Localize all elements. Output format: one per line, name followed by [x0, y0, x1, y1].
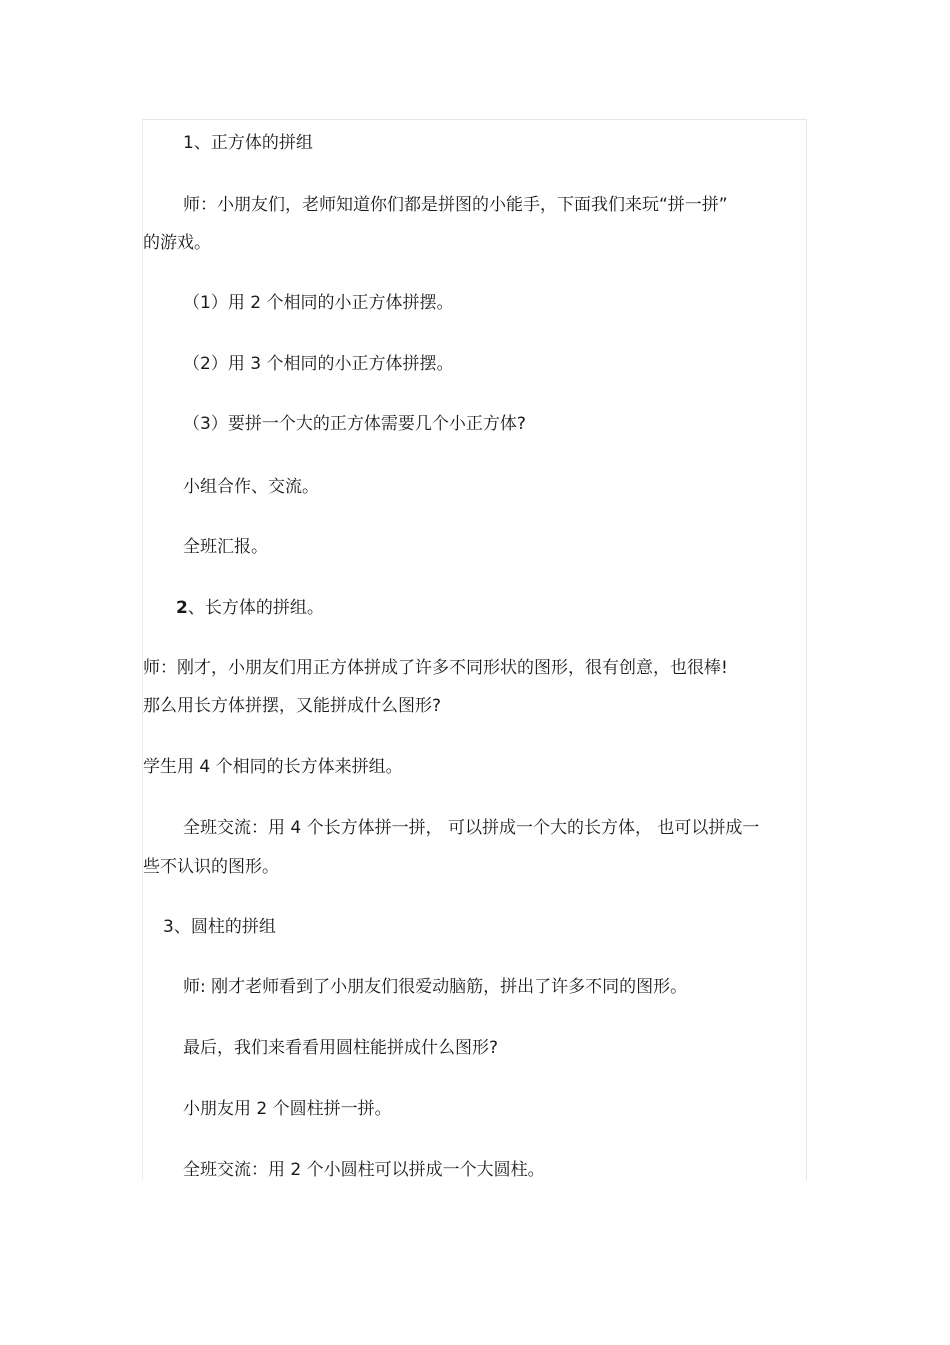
cube-step-1: （1）用 2 个相同的小正方体拼摆。 — [183, 293, 454, 313]
section-title: 、长方体的拼组。 — [187, 598, 324, 618]
section-heading-cuboid — [176, 598, 324, 618]
cylinder-student-line: 小朋友用 2 个圆柱拼一拼。 — [183, 1099, 392, 1119]
cylinder-exchange-line: 全班交流：用 2 个小圆柱可以拼成一个大圆柱。 — [183, 1160, 545, 1180]
section-number: 2 — [176, 598, 188, 618]
cylinder-teacher-line-1: 师: 刚才老师看到了小朋友们很爱动脑筋，拼出了许多不同的图形。 — [183, 977, 688, 997]
cuboid-exchange-line-2: 些不认识的图形。 — [143, 857, 279, 877]
group-work-line: 小组合作、交流。 — [183, 477, 319, 497]
section-heading-cube: 1、正方体的拼组 — [183, 133, 313, 153]
cuboid-teacher-line-2: 那么用长方体拼摆，又能拼成什么图形? — [143, 696, 442, 716]
cube-step-3: （3）要拼一个大的正方体需要几个小正方体? — [183, 414, 526, 434]
cuboid-teacher-line-1: 师：刚才，小朋友们用正方体拼成了许多不同形状的图形，很有创意，也很棒! — [143, 658, 728, 678]
class-report-line: 全班汇报。 — [183, 537, 268, 557]
page-frame — [142, 119, 807, 1181]
teacher-intro-line-1: 师：小朋友们，老师知道你们都是拼图的小能手，下面我们来玩“拼一拼” — [183, 195, 728, 215]
cuboid-student-line: 学生用 4 个相同的长方体来拼组。 — [143, 757, 403, 777]
cuboid-exchange-line-1: 全班交流：用 4 个长方体拼一拼， 可以拼成一个大的长方体， 也可以拼成一 — [183, 818, 760, 838]
cube-step-2: （2）用 3 个相同的小正方体拼摆。 — [183, 354, 454, 374]
teacher-intro-line-2: 的游戏。 — [143, 233, 211, 253]
cylinder-teacher-line-2: 最后，我们来看看用圆柱能拼成什么图形? — [183, 1038, 499, 1058]
section-heading-cylinder: 3、圆柱的拼组 — [163, 917, 276, 937]
